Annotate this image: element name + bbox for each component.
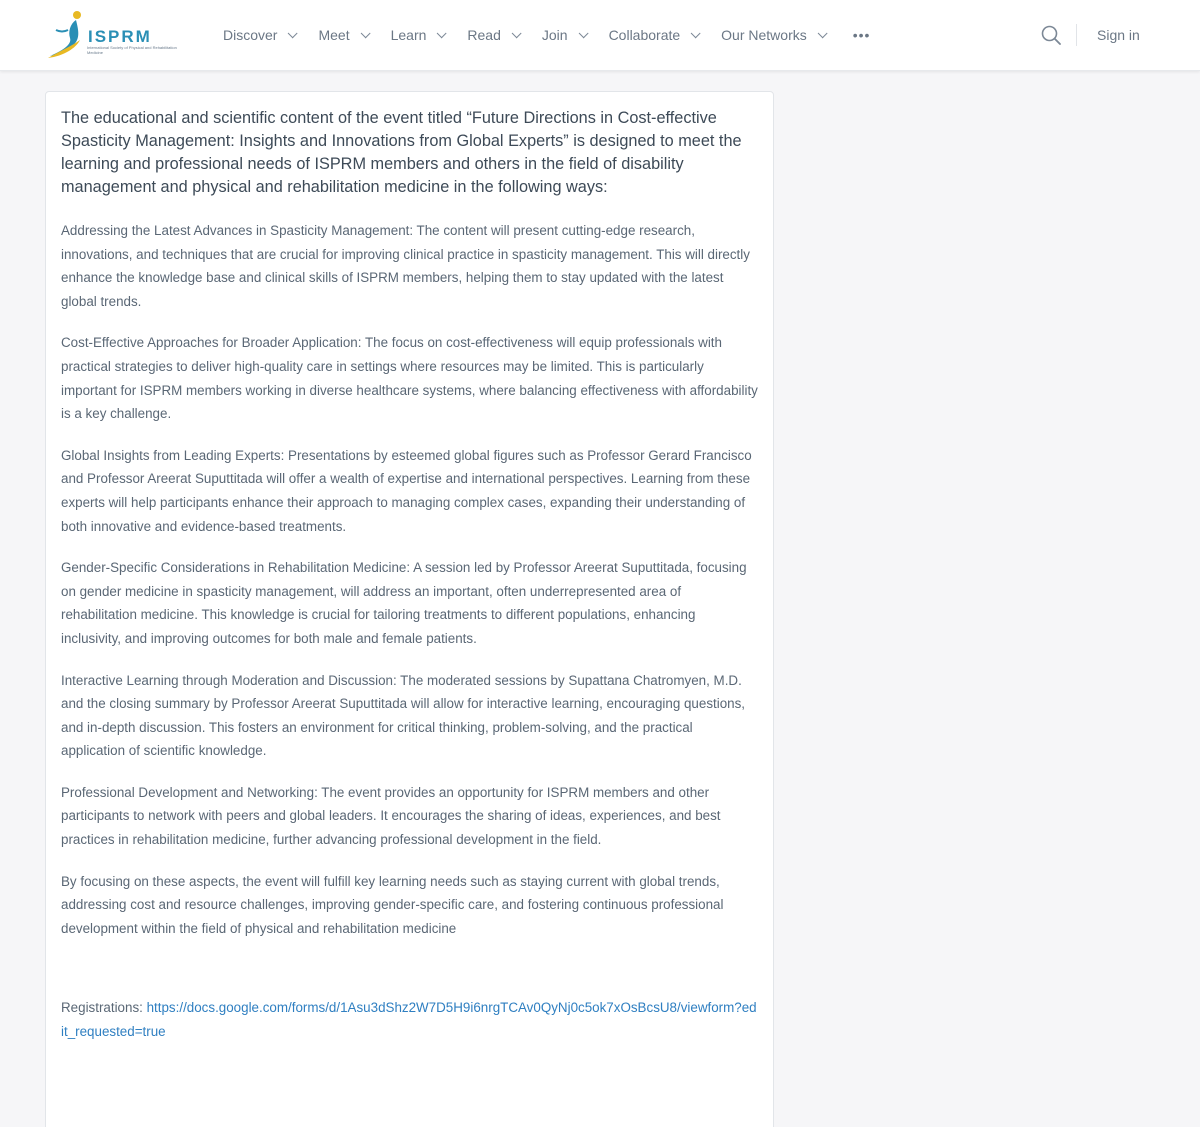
header-divider	[1076, 24, 1077, 46]
main-nav	[223, 24, 870, 46]
chevron-down-icon	[691, 28, 701, 38]
nav-item-collaborate[interactable]	[609, 27, 698, 43]
nav-item-meet[interactable]	[318, 27, 366, 43]
logo-wordmark: ISPRM	[88, 27, 152, 46]
nav-item-read[interactable]	[467, 27, 517, 43]
more-menu-icon[interactable]: •••	[852, 27, 871, 43]
nav-item-join[interactable]	[542, 27, 585, 43]
chevron-down-icon	[360, 28, 370, 38]
chevron-down-icon	[437, 28, 447, 38]
chevron-down-icon	[578, 28, 588, 38]
paragraph-summary: By focusing on these aspects, the event will fulfill key learning needs such as staying current with global trends, addressing cost and resource challenges, improving gender-specific care, and fostering continuous professional development within the field of physical and rehabilitation medicine	[61, 873, 724, 936]
paragraph-professional-development: Professional Development and Networking: The event provides an opportunity for ISPRM members and other participants to network with peers and global leaders. It encourages the sharing of ideas, experiences, and best practices in rehabilitation medicine, further advancing professional development in the field.	[61, 784, 721, 848]
nav-item-our-networks[interactable]	[721, 27, 824, 43]
nav-label: Learn	[390, 27, 427, 43]
nav-item-discover[interactable]	[223, 27, 294, 43]
search-icon[interactable]	[1041, 25, 1061, 45]
chevron-down-icon	[288, 28, 298, 38]
nav-label: Our Networks	[721, 27, 807, 43]
chevron-down-icon	[817, 28, 827, 38]
event-description-card	[45, 91, 774, 1127]
nav-label: Meet	[318, 27, 350, 43]
paragraph-interactive-learning: Interactive Learning through Moderation and Discussion: The moderated sessions by Supattana Chatromyen, M.D. and the closing summary by Professor Areerat Suputtitada will allow for interactive learning, encouraging questions, and in-depth discussion. This fosters an environment for critical thinking, problem-solving, and the practical application of scientific knowledge.	[61, 672, 746, 759]
registration-label: Registrations:	[61, 1000, 147, 1016]
paragraph-gender-specific: Gender-Specific Considerations in Rehabilitation Medicine: A session led by Professor Areerat Suputtitada, focusing on gender medicine in spasticity management, will address an important, often underrepresented area of rehabilitation medicine. This knowledge is crucial for tailoring treatments to different populations, enhancing inclusivity, and improving outcomes for both male and female patients.	[61, 560, 747, 646]
lead-paragraph: The educational and scientific content of the event titled “Future Directions in Cost-effective Spasticity Management: Insights and Innovations from Global Experts” is designed to meet the learning and professional needs of ISPRM members and others in the field of disability management and physical and rehabilitation medicine in the following ways:	[61, 109, 742, 196]
nav-label: Read	[467, 27, 501, 43]
paragraph-cost-effective: Cost-Effective Approaches for Broader Application: The focus on cost-effectiveness will equip professionals with practical strategies to deliver high-quality care in settings where resources may be limited. This is particularly important for ISPRM members working in diverse healthcare systems, where balancing effectiveness with affordability is a key challenge.	[61, 335, 758, 422]
nav-item-learn[interactable]	[391, 27, 444, 43]
paragraph-global-insights: Global Insights from Leading Experts: Presentations by esteemed global figures such as Professor Gerard Francisco and Professor Areerat Suputtitada will offer a wealth of expertise and international perspectives. Learning from these experts will help participants enhance their approach to managing complex cases, expanding their understanding of both innovative and evidence-based treatments.	[61, 447, 752, 534]
logo-tagline: International Society of Physical and Rehabilitation Medicine	[87, 45, 177, 55]
site-header	[0, 0, 1200, 71]
nav-label: Discover	[223, 27, 278, 43]
nav-label: Join	[541, 27, 568, 43]
paragraph-latest-advances: Addressing the Latest Advances in Spasticity Management: The content will present cutting-edge research, innovations, and techniques that are crucial for improving clinical practice in spasticity management. This will directly enhance the knowledge base and clinical skills of ISPRM members, helping them to stay updated with the latest global trends.	[61, 223, 750, 309]
card-body	[61, 107, 758, 1044]
chevron-down-icon	[512, 28, 522, 38]
sign-in-link[interactable]: Sign in	[1097, 27, 1140, 43]
nav-label: Collaborate	[608, 27, 681, 43]
logo-figure-icon	[46, 10, 90, 60]
registration-line	[61, 996, 758, 1044]
isprm-logo[interactable]	[46, 10, 178, 60]
registration-link[interactable]: https://docs.google.com/forms/d/1Asu3dShz2W7D5H9i6nrgTCAv0QyNj0c5ok7xOsBcsU8/viewform?edit_requested=true	[61, 1000, 757, 1040]
